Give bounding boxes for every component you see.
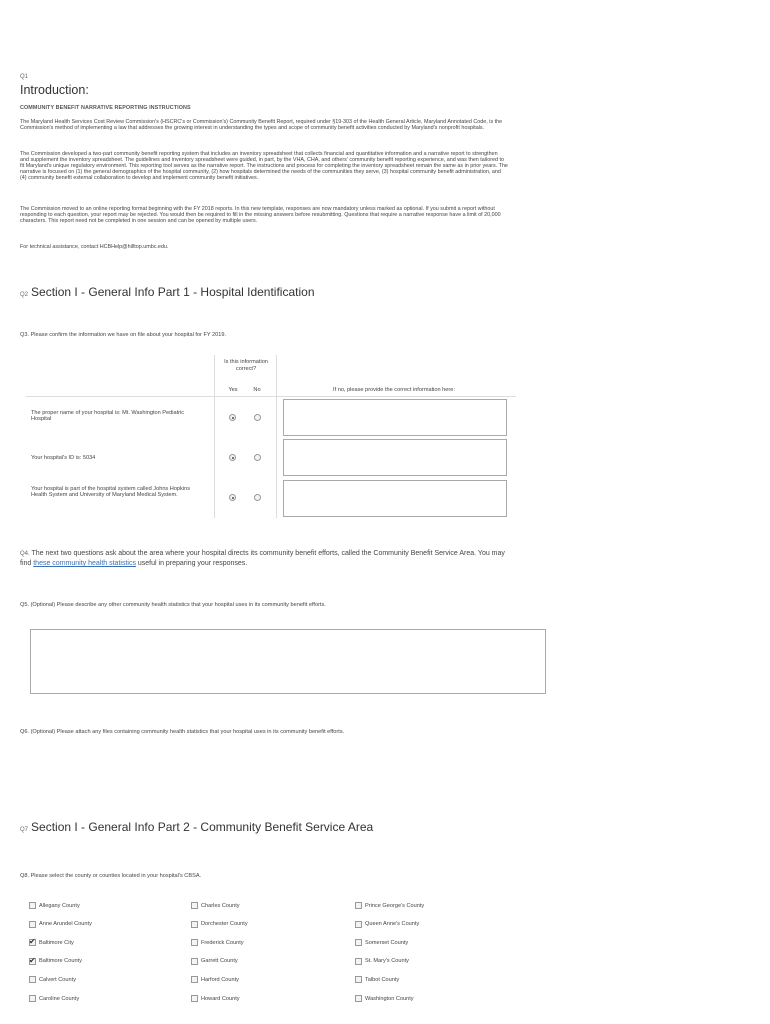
county-label: Baltimore City (39, 939, 74, 946)
col-header-correct: Is this information correct? (224, 359, 268, 372)
county-checkbox[interactable] (29, 958, 36, 965)
community-health-statistics-link[interactable]: these community health statistics (33, 560, 136, 567)
county-checkbox[interactable] (29, 939, 36, 946)
county-checkbox[interactable] (355, 958, 362, 965)
county-option-washington-county[interactable] (355, 995, 414, 1002)
county-option-queen-anne-s-county[interactable] (355, 921, 419, 928)
county-checkbox[interactable] (355, 921, 362, 928)
q4-text (20, 549, 510, 569)
county-checkbox[interactable] (29, 995, 36, 1002)
q3-row3-yes-radio[interactable] (229, 494, 236, 501)
county-option-st-mary-s-county[interactable] (355, 958, 409, 965)
county-label: Washington County (365, 995, 414, 1002)
county-label: Allegany County (39, 902, 80, 909)
q6-prompt: Q6. (Optional) Please attach any files containing community health statistics that your hospital uses in its community benefit efforts. (20, 729, 345, 735)
county-checkbox[interactable] (191, 902, 198, 909)
county-checkbox[interactable] (355, 902, 362, 909)
col-header-no: No (253, 387, 261, 393)
county-option-frederick-county[interactable] (191, 939, 244, 946)
q3-row-label-id: Your hospital's ID is: 5034 (31, 455, 96, 461)
county-label: Anne Arundel County (39, 921, 92, 928)
q3-row-label-name: The proper name of your hospital is: Mt. Washington Pediatric Hospital (31, 410, 185, 423)
county-checkbox[interactable] (355, 976, 362, 983)
county-option-calvert-county[interactable] (29, 976, 76, 983)
q3-row2-correction-field[interactable] (283, 439, 507, 476)
county-checkbox[interactable] (191, 921, 198, 928)
county-label: Harford County (201, 976, 239, 983)
q7-number: Q7 (20, 827, 29, 833)
county-label: Caroline County (39, 995, 80, 1002)
q5-prompt: Q5. (Optional) Please describe any other community health statistics that your hospital uses in its community benefit efforts. (20, 602, 326, 608)
county-label: Garrett County (201, 958, 238, 965)
q3-row2-yes-radio[interactable] (229, 454, 236, 461)
county-label: Somerset County (365, 939, 409, 946)
county-checkbox[interactable] (29, 902, 36, 909)
county-checkbox[interactable] (191, 958, 198, 965)
q3-row2-no-radio[interactable] (254, 454, 261, 461)
county-label: Prince George's County (365, 902, 425, 909)
section-1-part-1-title: Section I - General Info Part 1 - Hospital Identification (31, 285, 315, 299)
intro-paragraph-4: For technical assistance, contact HCBHelp@hilltop.umbc.edu. (20, 244, 169, 250)
county-option-talbot-county[interactable] (355, 976, 399, 983)
section-1-part-2-title: Section I - General Info Part 2 - Community Benefit Service Area (31, 820, 374, 834)
section-1-part-2-header (20, 820, 373, 834)
county-checkbox[interactable] (29, 921, 36, 928)
county-label: Calvert County (39, 976, 76, 983)
intro-paragraph-3: The Commission moved to an online reporting format beginning with the FY 2018 reports. In this new template, responses are now mandatory unless marked as optional. If you submit a report without responding to each question, your report may be rejected. You would then be required to fill in the missing answers before resubmitting. Questions that require a narrative response have a limit of 20,000 characters. This report need not be completed in one session and can be opened by multiple users. (20, 206, 501, 225)
county-option-harford-county[interactable] (191, 976, 239, 983)
county-option-caroline-county[interactable] (29, 995, 79, 1002)
q3-row3-no-radio[interactable] (254, 494, 261, 501)
intro-title: Introduction: (20, 83, 89, 97)
q3-row1-correction-field[interactable] (283, 399, 507, 436)
county-label: Howard County (201, 995, 240, 1002)
county-option-allegany-county[interactable] (29, 902, 80, 909)
q3-row1-no-radio[interactable] (254, 414, 261, 421)
county-checkbox[interactable] (191, 939, 198, 946)
q1-number: Q1 (20, 74, 29, 80)
county-label: Talbot County (365, 976, 400, 983)
q5-textarea[interactable] (30, 629, 546, 694)
county-option-charles-county[interactable] (191, 902, 240, 909)
county-label: Dorchester County (201, 921, 248, 928)
county-label: Charles County (201, 902, 240, 909)
county-option-dorchester-county[interactable] (191, 921, 248, 928)
q4-text-before: The next two questions ask about the area where your hospital directs its community benefit efforts, called the Community Benefit Service Area. You may find (20, 550, 505, 567)
county-option-baltimore-city[interactable] (29, 939, 74, 946)
county-option-howard-county[interactable] (191, 995, 240, 1002)
q3-row3-correction-field[interactable] (283, 480, 507, 517)
intro-paragraph-2: The Commission developed a two-part community benefit reporting system that includes an inventory spreadsheet that collects financial and quantitative information and a narrative report to strengthen and supplement the inventory spreadsheet. The guidelines and inventory spreadsheet were guided, in part, by the VHA, CHA, and others' community benefit reporting experience, and was then tailored to fit Maryland's unique regulatory environment. This reporting tool serves as the narrative report. The instructions and process for completing the inventory spreadsheet remain the same as in prior years. The narrative is focused on (1) the general demographics of the hospital community, (2) how hospitals determined the needs of the communities they serve, (3) hospital community benefit administration, and (4) community benefit external collaboration to develop and implement community benefit initiatives. (20, 151, 508, 182)
county-label: Baltimore County (39, 958, 82, 965)
county-checkbox[interactable] (191, 976, 198, 983)
col-header-yes: Yes (228, 387, 238, 393)
county-checkbox[interactable] (29, 976, 36, 983)
county-label: Queen Anne's County (365, 921, 420, 928)
county-label: Frederick County (201, 939, 244, 946)
q4-number: Q4. (20, 551, 30, 557)
county-checkbox[interactable] (355, 995, 362, 1002)
q3-row-label-system: Your hospital is part of the hospital system called Johns Hopkins Health System and University of Maryland Medical System. (31, 486, 190, 499)
instructions-heading: COMMUNITY BENEFIT NARRATIVE REPORTING INSTRUCTIONS (20, 105, 191, 111)
q8-prompt: Q8. Please select the county or counties located in your hospital's CBSA. (20, 873, 202, 879)
col-header-fix: If no, please provide the correct information here: (333, 387, 455, 393)
q3-row1-yes-radio[interactable] (229, 414, 236, 421)
county-checkbox[interactable] (355, 939, 362, 946)
q4-text-after: useful in preparing your responses. (135, 560, 248, 567)
county-option-prince-george-s-county[interactable] (355, 902, 424, 909)
section-1-part-1-header (20, 285, 315, 299)
county-label: St. Mary's County (365, 958, 409, 965)
county-option-anne-arundel-county[interactable] (29, 921, 92, 928)
q2-number: Q2 (20, 292, 29, 298)
county-option-baltimore-county[interactable] (29, 958, 82, 965)
intro-paragraph-1: The Maryland Health Services Cost Review Commission's (HSCRC's or Commission's) Community Benefit Report, required under §19-303 of the Health General Article, Maryland Annotated Code, is the Commission's method of implementing a law that addresses the growing interest in understanding the types and scope of community benefit activities conducted by Maryland's nonprofit hospitals. (20, 119, 503, 132)
q3-prompt: Q3. Please confirm the information we have on file about your hospital for FY 2019. (20, 332, 227, 338)
county-checkbox[interactable] (191, 995, 198, 1002)
county-option-somerset-county[interactable] (355, 939, 408, 946)
county-option-garrett-county[interactable] (191, 958, 238, 965)
